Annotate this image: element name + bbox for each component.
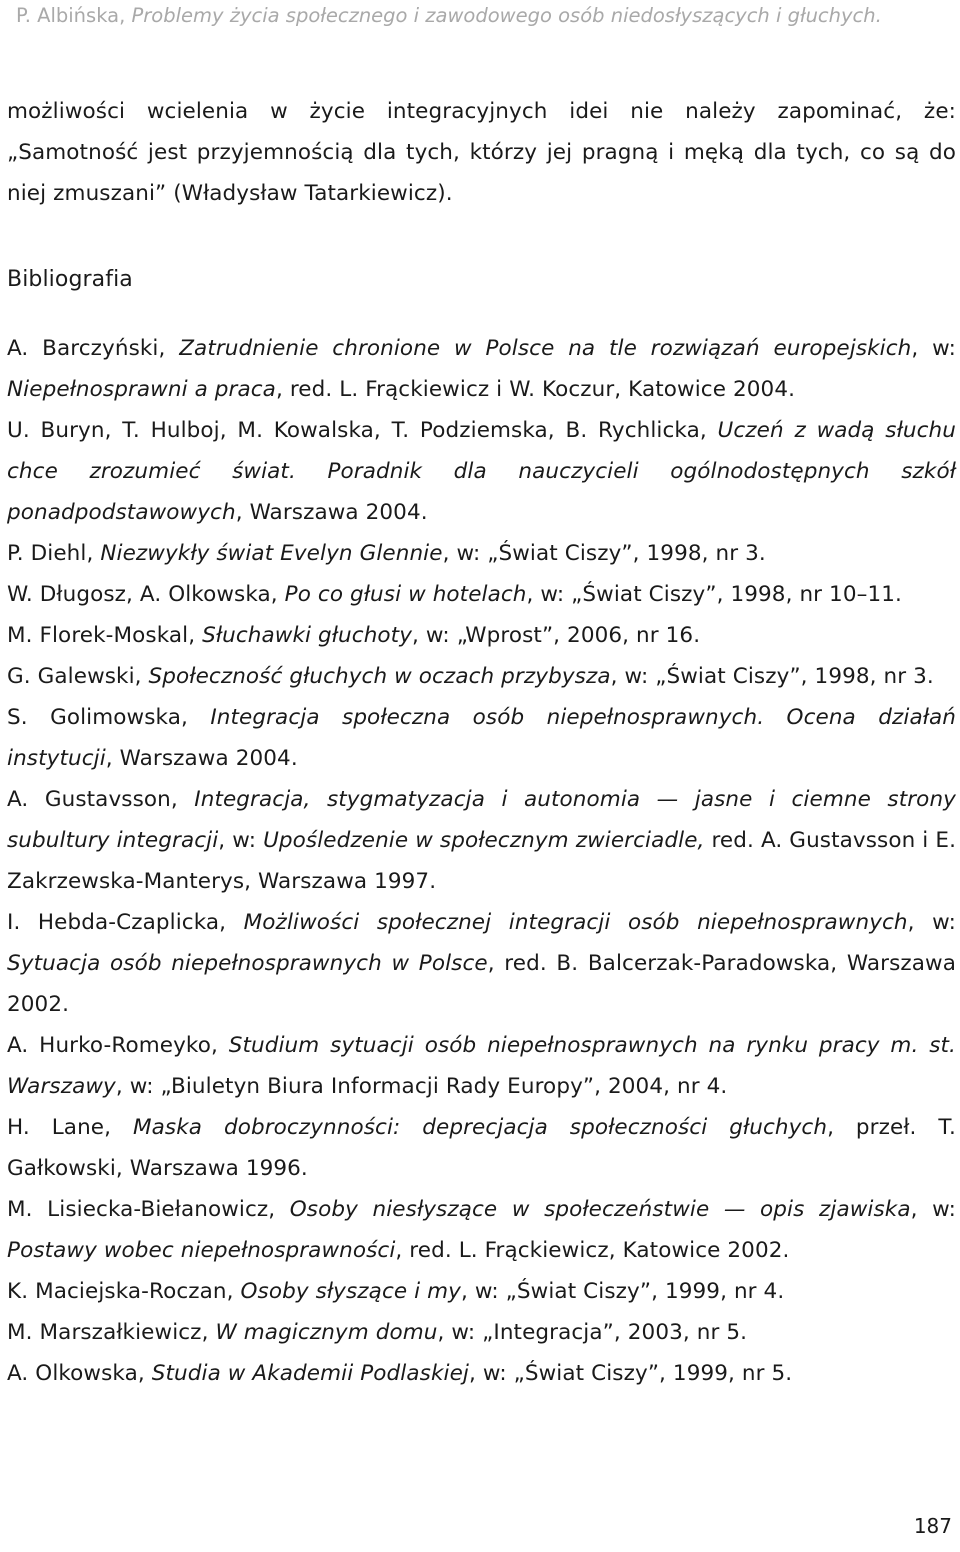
entry-authors: W. Długosz, A. Olkowska,	[7, 582, 285, 607]
entry-authors: G. Galewski,	[7, 664, 149, 689]
entry-authors: K. Maciejska-Roczan,	[7, 1279, 241, 1304]
entry-title: Uczeń z wadą słuchu chce zrozumieć świat. Poradnik dla nauczycieli ogólnodostępnych szkół ponadpodstawowych	[7, 418, 956, 525]
bibliography-entry	[7, 656, 956, 697]
bibliography-entry	[7, 1271, 956, 1312]
entry-details: , w:	[218, 828, 264, 853]
entry-source: Niepełnosprawni a praca	[7, 377, 276, 402]
entry-details: , w:	[910, 1197, 956, 1222]
entry-details: , w: „Biuletyn Biura Informacji Rady Europy”, 2004, nr 4.	[115, 1074, 728, 1099]
entry-title: Maska dobroczynności: deprecjacja społeczności głuchych	[132, 1115, 828, 1140]
entry-details: , Warszawa 2004.	[235, 500, 428, 525]
intro-paragraph: możliwości wcielenia w życie integracyjnych idei nie należy zapominać, że: „Samotność jest przyjemnością dla tych, którzy jej pragną i męką dla tych, co są do niej zmuszani” (Władysław Tatarkiewicz).	[7, 99, 956, 206]
bibliography-entry	[7, 779, 956, 902]
entry-details: , w: „Wprost”, 2006, nr 16.	[412, 623, 701, 648]
entry-authors: A. Hurko-Romeyko,	[7, 1033, 229, 1058]
entry-title: Studium sytuacji osób niepełnosprawnych na rynku pracy m. st. Warszawy	[7, 1033, 956, 1099]
bibliography-entry	[7, 1353, 956, 1394]
bibliography-entry	[7, 1189, 956, 1271]
bibliography-entry	[7, 574, 956, 615]
entry-authors: M. Lisiecka-Biełanowicz,	[7, 1197, 290, 1222]
entry-source: Postawy wobec niepełnosprawności	[7, 1238, 396, 1263]
running-header	[16, 4, 882, 27]
header-title: Problemy życia społecznego i zawodowego osób niedosłyszących i głuchych.	[131, 4, 882, 27]
entry-authors: P. Diehl,	[7, 541, 101, 566]
bibliography-entry	[7, 1025, 956, 1107]
entry-authors: H. Lane,	[7, 1115, 133, 1140]
entry-authors: M. Marszałkiewicz,	[7, 1320, 216, 1345]
entry-details: , w:	[907, 910, 956, 935]
entry-authors: A. Gustavsson,	[7, 787, 195, 812]
entry-details: , w: „Świat Ciszy”, 1998, nr 10–11.	[526, 582, 902, 607]
entry-source: Upośledzenie w społecznym zwierciadle,	[263, 828, 705, 853]
entry-title: Społeczność głuchych w oczach przybysza	[148, 664, 611, 689]
entry-details: , Warszawa 2004.	[105, 746, 298, 771]
entry-authors: S. Golimowska,	[7, 705, 211, 730]
entry-title: Osoby słyszące i my	[240, 1279, 462, 1304]
bibliography-entry	[7, 1107, 956, 1189]
bibliography-entry	[7, 533, 956, 574]
entry-details-tail: , red. L. Frąckiewicz, Katowice 2002.	[395, 1238, 790, 1263]
entry-title: W magicznym domu	[215, 1320, 438, 1345]
entry-authors: I. Hebda-Czaplicka,	[7, 910, 244, 935]
entry-authors: M. Florek-Moskal,	[7, 623, 203, 648]
entry-details: , w: „Świat Ciszy”, 1999, nr 5.	[468, 1361, 793, 1386]
entry-details-tail: , red. L. Frąckiewicz i W. Koczur, Katowice 2004.	[275, 377, 796, 402]
entry-title: Osoby niesłyszące w społeczeństwie — opis zjawiska	[289, 1197, 911, 1222]
entry-authors: A. Olkowska,	[7, 1361, 152, 1386]
bibliography-entry	[7, 328, 956, 410]
bibliography-heading: Bibliografia	[7, 267, 133, 292]
entry-details: , w: „Świat Ciszy”, 1998, nr 3.	[442, 541, 766, 566]
bibliography-entry	[7, 697, 956, 779]
page-content	[7, 91, 956, 1394]
entry-details-tail: , red. B. Balcerzak-Paradowska, Warszawa 2002.	[7, 951, 956, 1017]
entry-title: Integracja, stygmatyzacja i autonomia — jasne i ciemne strony subultury integracji	[7, 787, 956, 853]
bibliography-entry	[7, 1312, 956, 1353]
entry-title: Integracja społeczna osób niepełnosprawnych. Ocena działań instytucji	[7, 705, 956, 771]
entry-details: , w:	[911, 336, 956, 361]
entry-title: Zatrudnienie chronione w Polsce na tle rozwiązań europejskich	[179, 336, 912, 361]
entry-details-tail: red. A. Gustavsson i E. Zakrzewska-Manterys, Warszawa 1997.	[7, 828, 956, 894]
bibliography-list	[7, 328, 956, 1394]
entry-details: , w: „Świat Ciszy”, 1998, nr 3.	[610, 664, 934, 689]
entry-source: Sytuacja osób niepełnosprawnych w Polsce	[7, 951, 488, 976]
bibliography-entry	[7, 410, 956, 533]
page-number: 187	[913, 1514, 952, 1538]
bibliography-entry	[7, 615, 956, 656]
entry-authors: U. Buryn, T. Hulboj, M. Kowalska, T. Podziemska, B. Rychlicka,	[7, 418, 718, 443]
entry-title: Studia w Akademii Podlaskiej	[151, 1361, 469, 1386]
header-author: P. Albińska,	[16, 4, 132, 27]
entry-details: , przeł. T. Gałkowski, Warszawa 1996.	[7, 1115, 956, 1181]
bibliography-entry	[7, 902, 956, 1025]
entry-authors: A. Barczyński,	[7, 336, 180, 361]
entry-details: , w: „Świat Ciszy”, 1999, nr 4.	[461, 1279, 785, 1304]
entry-details: , w: „Integracja”, 2003, nr 5.	[437, 1320, 748, 1345]
entry-title: Możliwości społecznej integracji osób niepełnosprawnych	[243, 910, 908, 935]
entry-title: Niezwykły świat Evelyn Glennie	[100, 541, 443, 566]
entry-title: Po co głusi w hotelach	[284, 582, 527, 607]
entry-title: Słuchawki głuchoty	[202, 623, 413, 648]
